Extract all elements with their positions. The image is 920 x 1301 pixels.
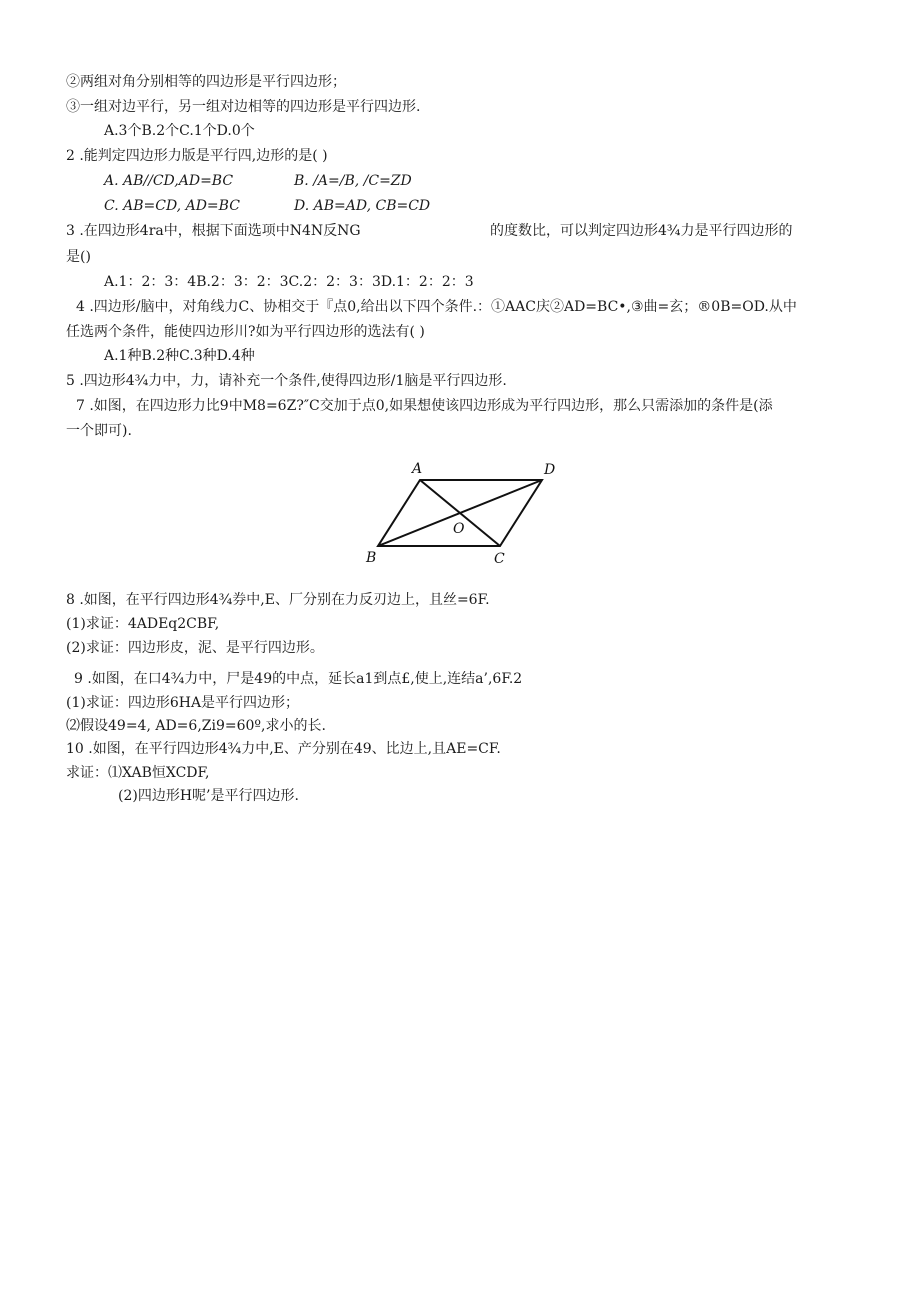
question-10-sub2: (2)四边形H呢’是平行四边形. <box>118 788 299 804</box>
option-b-text: B. /A=/B, /C=ZD <box>294 173 412 189</box>
option-c <box>104 196 240 216</box>
options-line: A.3个B.2个C.1个D.0个 <box>104 123 255 139</box>
question-8-sub1: (1)求证：4ADEq2CBF, <box>66 616 220 632</box>
text-line: ③一组对边平行，另一组对边相等的四边形是平行四边形. <box>66 99 421 115</box>
option-a <box>104 171 233 191</box>
label-o: O <box>453 521 465 537</box>
question-7-line2: 一个即可). <box>66 423 132 439</box>
question-9: 9 .如图，在口4¾力中，尸是49的中点，延长a1到点£,使上,连结a’,6F.2 <box>74 671 523 687</box>
question-8: 8 .如图，在平行四边形4¾券中,E、厂分别在力反刃边上，且丝=6F. <box>66 592 490 608</box>
label-a: A <box>412 461 423 477</box>
option-b <box>294 171 412 191</box>
question-3-options: A.1：2：3：4B.2：3：2：3C.2：2：3：3D.1：2：2：3 <box>104 274 474 290</box>
question-3-part1: 3 .在四边形4ra中，根据下面选项中N4N反NG <box>66 223 361 239</box>
option-d <box>294 196 430 216</box>
question-7-line1: 7 .如图，在四边形力比9中M8=6Z?″C交加于点0,如果想使该四边形成为平行四边形，那么只需添加的条件是(添 <box>76 398 773 414</box>
parallelogram-figure <box>360 458 570 573</box>
label-c: C <box>494 551 505 567</box>
question-8-sub2: (2)求证：四边形皮，泥、是平行四边形。 <box>66 640 324 656</box>
question-10-sub1: 求证：⑴XAB恒XCDF, <box>66 765 210 781</box>
option-c-text: C. AB=CD, AD=BC <box>104 198 240 214</box>
text-line: ②两组对角分别相等的四边形是平行四边形； <box>66 74 346 90</box>
option-a-text: A. AB//CD,AD=BC <box>104 173 234 189</box>
question-3-part3: 是() <box>66 249 91 265</box>
question-4-line1: 4 .四边形/脑中，对角线力C、协相交于『点0,给出以下四个条件.：①AAC庆②AD=BC•,③曲=玄；®0B=OD.从中 <box>76 299 797 315</box>
question-4-line2: 任选两个条件，能使四边形川?如为平行四边形的选法有( ) <box>66 324 425 340</box>
label-b: B <box>366 550 377 566</box>
question-9-sub1: (1)求证：四边形6HA是平行四边形； <box>66 695 300 711</box>
question-5: 5 .四边形4¾力中，力，请补充一个条件,使得四边形/1脑是平行四边形. <box>66 373 507 389</box>
question-9-sub2: ⑵假设49=4, AD=6,Zi9=60º,求小的长. <box>66 718 326 734</box>
question-3-part2: 的度数比，可以判定四边形4¾力是平行四边形的 <box>490 223 793 239</box>
label-d: D <box>544 462 556 478</box>
question-2: 2 .能判定四边形力版是平行四,边形的是( ) <box>66 148 328 164</box>
question-4-options: A.1种B.2种C.3种D.4种 <box>104 348 255 364</box>
option-d-text: D. AB=AD, CB=CD <box>294 198 431 214</box>
question-10: 10 .如图，在平行四边形4¾力中,E、产分别在49、比边上,且AE=CF. <box>66 741 501 757</box>
